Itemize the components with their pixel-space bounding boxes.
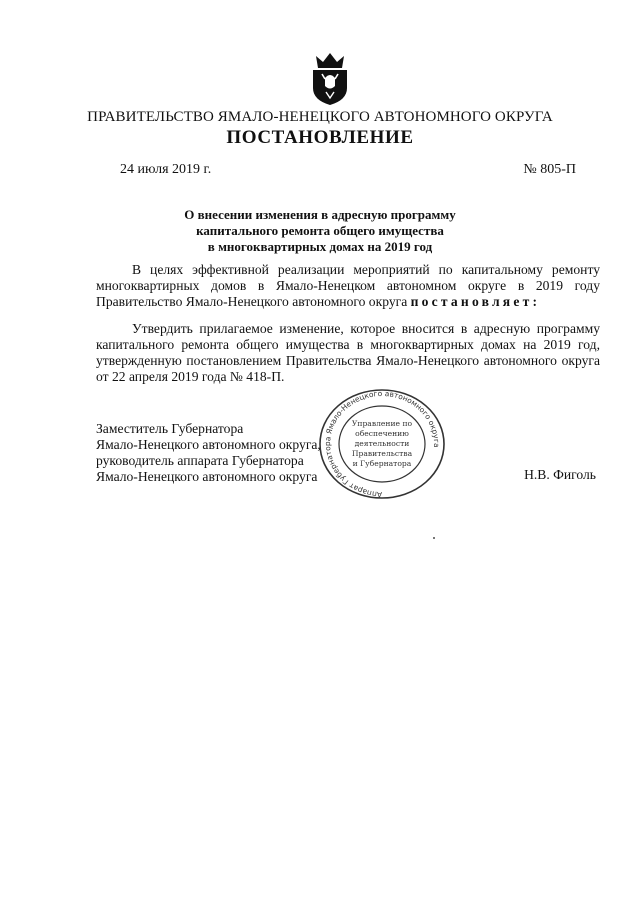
stamp-line-2: обеспечению <box>355 429 409 438</box>
stamp-line-4: Правительства <box>351 449 413 458</box>
document-type: ПОСТАНОВЛЕНИЕ <box>226 127 414 148</box>
government-title: ПРАВИТЕЛЬСТВО ЯМАЛО-НЕНЕЦКОГО АВТОНОМНОГО ОКРУГА <box>87 109 553 125</box>
document-number: № 805-П <box>523 162 576 177</box>
heading-line-1: О внесении изменения в адресную программу <box>184 207 456 222</box>
signatory-position <box>96 421 321 485</box>
heading-line-3: в многоквартирных домах на 2019 год <box>207 239 433 254</box>
signatory-line-2: Ямало-Ненецкого автономного округа, <box>96 437 321 452</box>
signatory-line-3: руководитель аппарата Губернатора <box>96 453 304 468</box>
stamp-line-5: и Губернатора <box>352 459 412 468</box>
signatory-name: Н.В. Фиголь <box>524 467 596 482</box>
stamp-ring-text: Аппарат Губернатора Ямало-Ненецкого автономного округа <box>323 388 442 500</box>
document-date: 24 июля 2019 г. <box>120 162 212 177</box>
document-heading <box>0 207 640 255</box>
paragraph-preamble <box>96 262 600 310</box>
resolution-text: Утвердить прилагаемое изменение, которое вносится в адресную программу капитального ремонта общего имущества в многоквартирных домах на 2019 год, утвержденную постановлением Правительства Ямало-Ненецкого автономного округа от 22 апреля 2019 года № 418-П. <box>96 321 600 384</box>
resolve-word: постановляет: <box>410 294 541 309</box>
scan-speck <box>433 537 435 539</box>
stamp-line-1: Управление по <box>351 419 413 428</box>
signatory-line-4: Ямало-Ненецкого автономного округа <box>96 469 318 484</box>
preamble-text: В целях эффективной реализации мероприятий по капитальному ремонту многоквартирных домов в Ямало-Ненецком автономном округе в 2019 году Правительство Ямало-Ненецкого автономного округа <box>96 262 600 309</box>
paragraph-resolution <box>96 321 600 385</box>
signatory-line-1: Заместитель Губернатора <box>96 421 244 436</box>
stamp-line-3: деятельности <box>354 439 410 448</box>
yamal-coat-of-arms-icon <box>308 50 352 106</box>
heading-line-2: капитального ремонта общего имущества <box>196 223 444 238</box>
official-stamp <box>317 388 447 504</box>
